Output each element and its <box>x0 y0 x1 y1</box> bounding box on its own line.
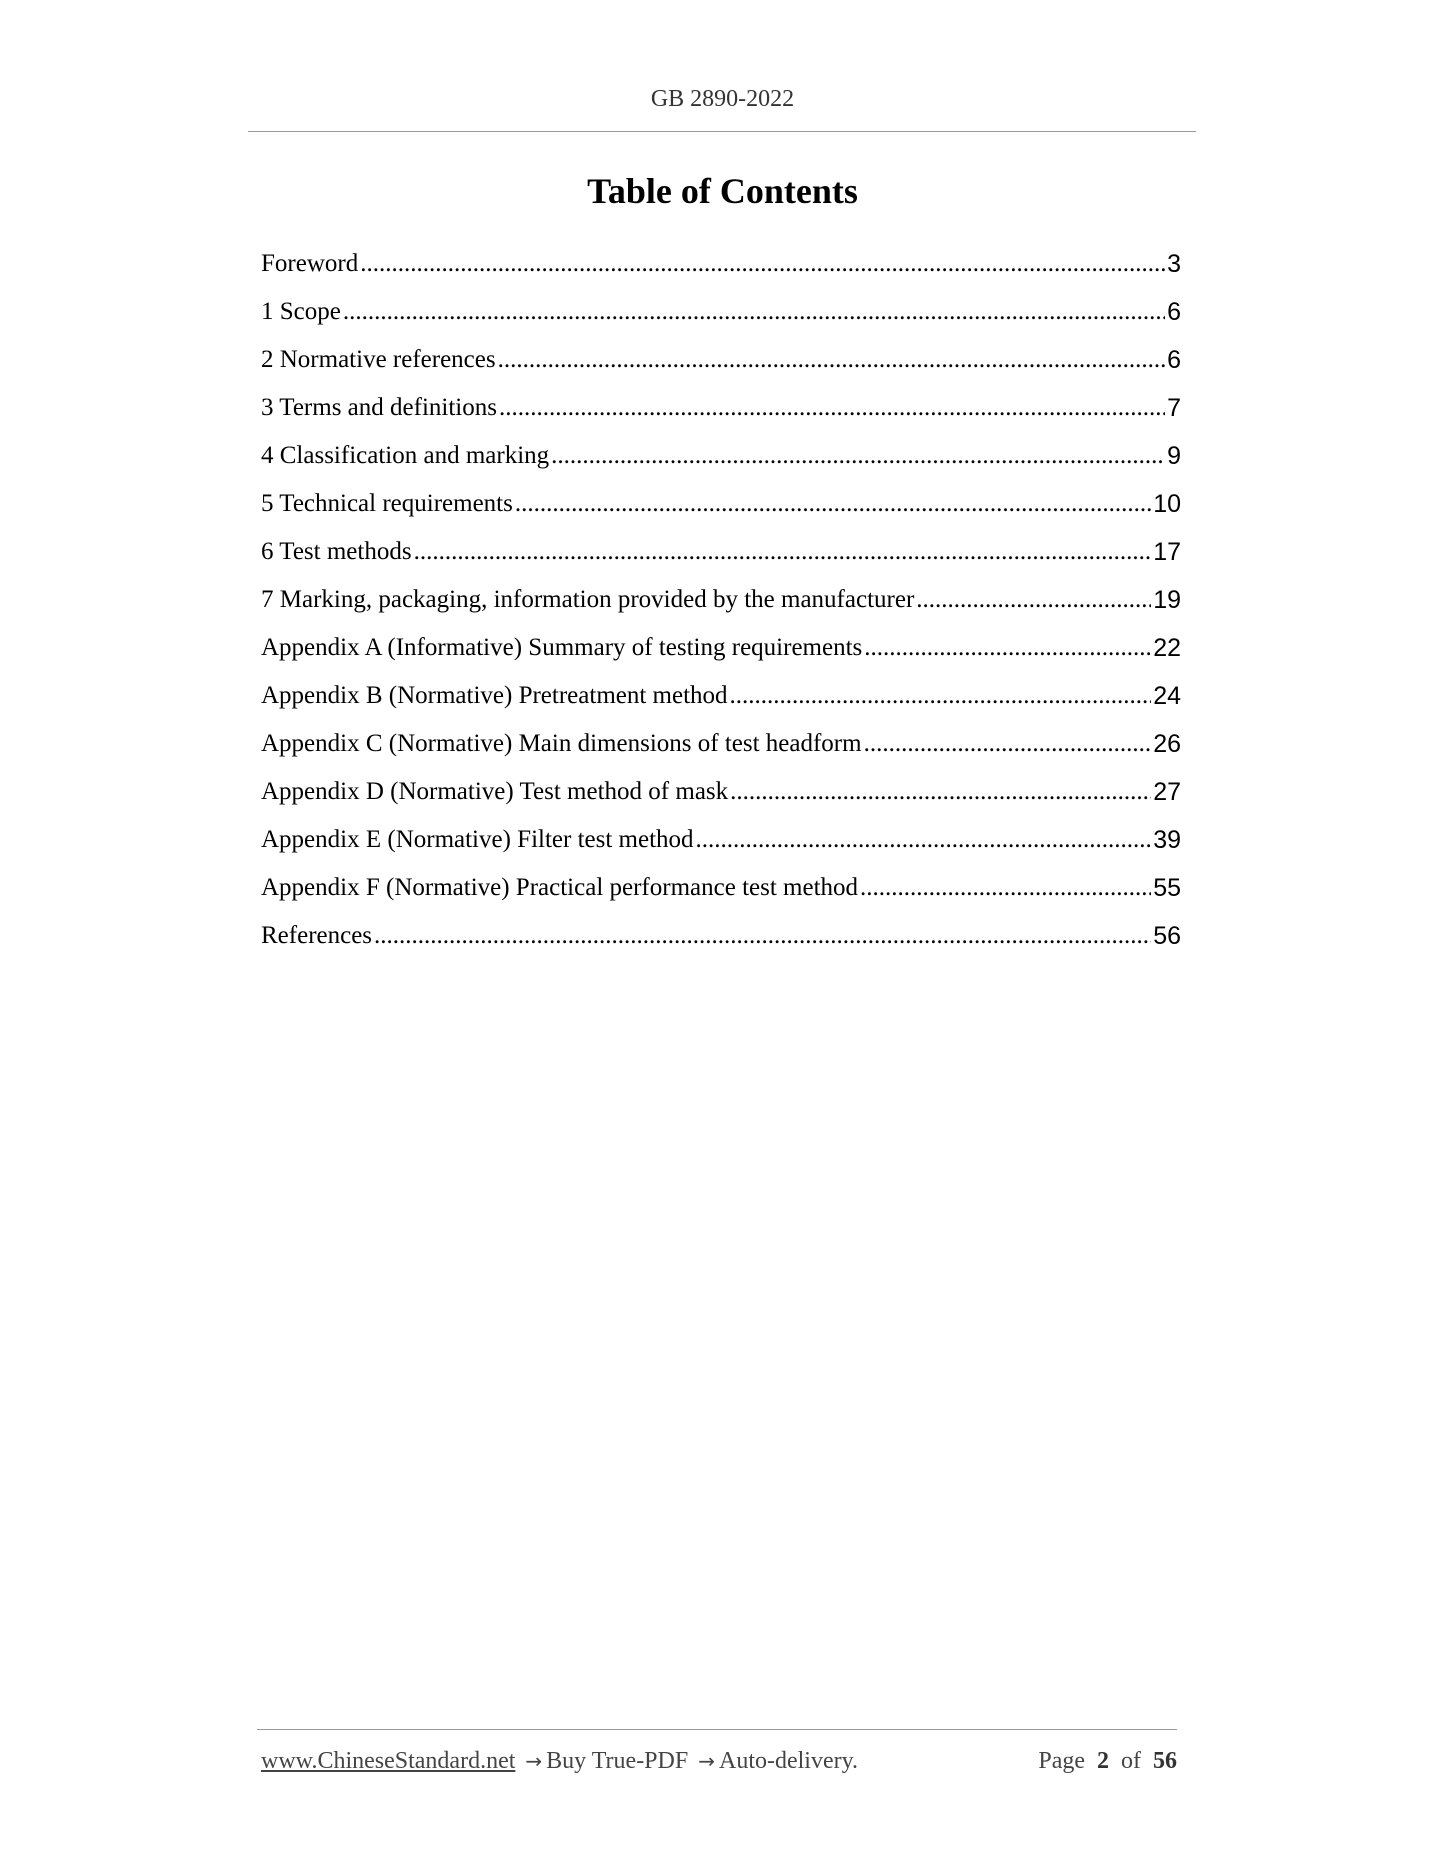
dot-leader <box>551 442 1165 470</box>
toc-entry-page: 24 <box>1153 681 1181 710</box>
dot-leader <box>515 490 1151 518</box>
toc-entry-label: 7 Marking, packaging, information provided by the manufacturer <box>261 586 915 613</box>
dot-leader <box>864 634 1151 662</box>
toc-entry-scope[interactable] <box>261 288 1181 336</box>
right-arrow-icon: → <box>525 1749 543 1773</box>
toc-entry-page: 10 <box>1153 489 1181 518</box>
dot-leader <box>696 826 1152 854</box>
toc-entry-label: Appendix C (Normative) Main dimensions of test headform <box>261 730 862 757</box>
toc-entry-label: Appendix E (Normative) Filter test method <box>261 826 694 853</box>
toc-entry-appendix-a[interactable] <box>261 624 1181 672</box>
toc-entry-page: 55 <box>1153 873 1181 902</box>
dot-leader <box>498 346 1165 374</box>
toc-entry-page: 26 <box>1153 729 1181 758</box>
toc-entry-label: 1 Scope <box>261 298 341 325</box>
toc-entry-label: 6 Test methods <box>261 538 412 565</box>
of-word: of <box>1121 1748 1141 1774</box>
toc-entry-label: 4 Classification and marking <box>261 442 550 469</box>
site-link[interactable]: www.ChineseStandard.net <box>261 1748 516 1774</box>
toc-entry-label: 5 Technical requirements <box>261 490 513 517</box>
toc-entry-page: 6 <box>1167 345 1181 374</box>
toc-entry-label: 2 Normative references <box>261 346 496 373</box>
toc-entry-page: 9 <box>1167 441 1181 470</box>
toc-entry-label: Foreword <box>261 250 359 277</box>
page-footer <box>261 1748 1177 1775</box>
total-pages-number: 56 <box>1153 1748 1177 1774</box>
toc-entry-test-methods[interactable] <box>261 528 1181 576</box>
toc-entry-page: 3 <box>1167 249 1181 278</box>
table-of-contents <box>261 240 1181 960</box>
toc-entry-label: 3 Terms and definitions <box>261 394 497 421</box>
toc-entry-label: References <box>261 922 373 949</box>
toc-entry-technical-requirements[interactable] <box>261 480 1181 528</box>
toc-entry-page: 39 <box>1153 825 1181 854</box>
current-page-number: 2 <box>1097 1748 1109 1774</box>
toc-entry-references[interactable] <box>261 912 1181 960</box>
footer-divider <box>257 1729 1177 1730</box>
right-arrow-icon: → <box>698 1749 715 1773</box>
dot-leader <box>499 394 1165 422</box>
dot-leader <box>343 298 1165 326</box>
dot-leader <box>374 922 1151 950</box>
toc-entry-page: 56 <box>1153 921 1181 950</box>
dot-leader <box>864 730 1152 758</box>
toc-entry-appendix-c[interactable] <box>261 720 1181 768</box>
toc-entry-label: Appendix D (Normative) Test method of mask <box>261 778 729 805</box>
dot-leader <box>414 538 1152 566</box>
dot-leader <box>730 778 1151 806</box>
toc-entry-marking-packaging[interactable] <box>261 576 1181 624</box>
toc-entry-appendix-e[interactable] <box>261 816 1181 864</box>
toc-entry-normative-references[interactable] <box>261 336 1181 384</box>
toc-entry-appendix-f[interactable] <box>261 864 1181 912</box>
toc-entry-label: Appendix B (Normative) Pretreatment method <box>261 682 728 709</box>
dot-leader <box>730 682 1152 710</box>
dot-leader <box>860 874 1151 902</box>
toc-entry-foreword[interactable] <box>261 240 1181 288</box>
page-word: Page <box>1038 1748 1085 1774</box>
toc-entry-page: 22 <box>1153 633 1181 662</box>
toc-entry-label: Appendix A (Informative) Summary of testing requirements <box>261 634 863 661</box>
buy-true-pdf-text: Buy True-PDF <box>546 1748 689 1774</box>
toc-entry-classification-marking[interactable] <box>261 432 1181 480</box>
toc-entry-appendix-b[interactable] <box>261 672 1181 720</box>
toc-entry-page: 27 <box>1153 777 1181 806</box>
toc-entry-page: 17 <box>1153 537 1181 566</box>
toc-entry-appendix-d[interactable] <box>261 768 1181 816</box>
toc-entry-terms-definitions[interactable] <box>261 384 1181 432</box>
dot-leader <box>360 250 1165 278</box>
footer-promo <box>261 1748 858 1775</box>
page-number <box>1038 1748 1177 1775</box>
document-id-header: GB 2890-2022 <box>650 86 795 112</box>
header-divider <box>248 131 1196 132</box>
toc-heading: Table of Contents <box>587 171 858 211</box>
dot-leader <box>916 586 1151 614</box>
toc-entry-page: 7 <box>1167 393 1181 422</box>
toc-entry-page: 19 <box>1153 585 1181 614</box>
auto-delivery-text: Auto-delivery. <box>718 1748 859 1774</box>
toc-entry-label: Appendix F (Normative) Practical performance test method <box>261 874 859 901</box>
toc-entry-page: 6 <box>1167 297 1181 326</box>
